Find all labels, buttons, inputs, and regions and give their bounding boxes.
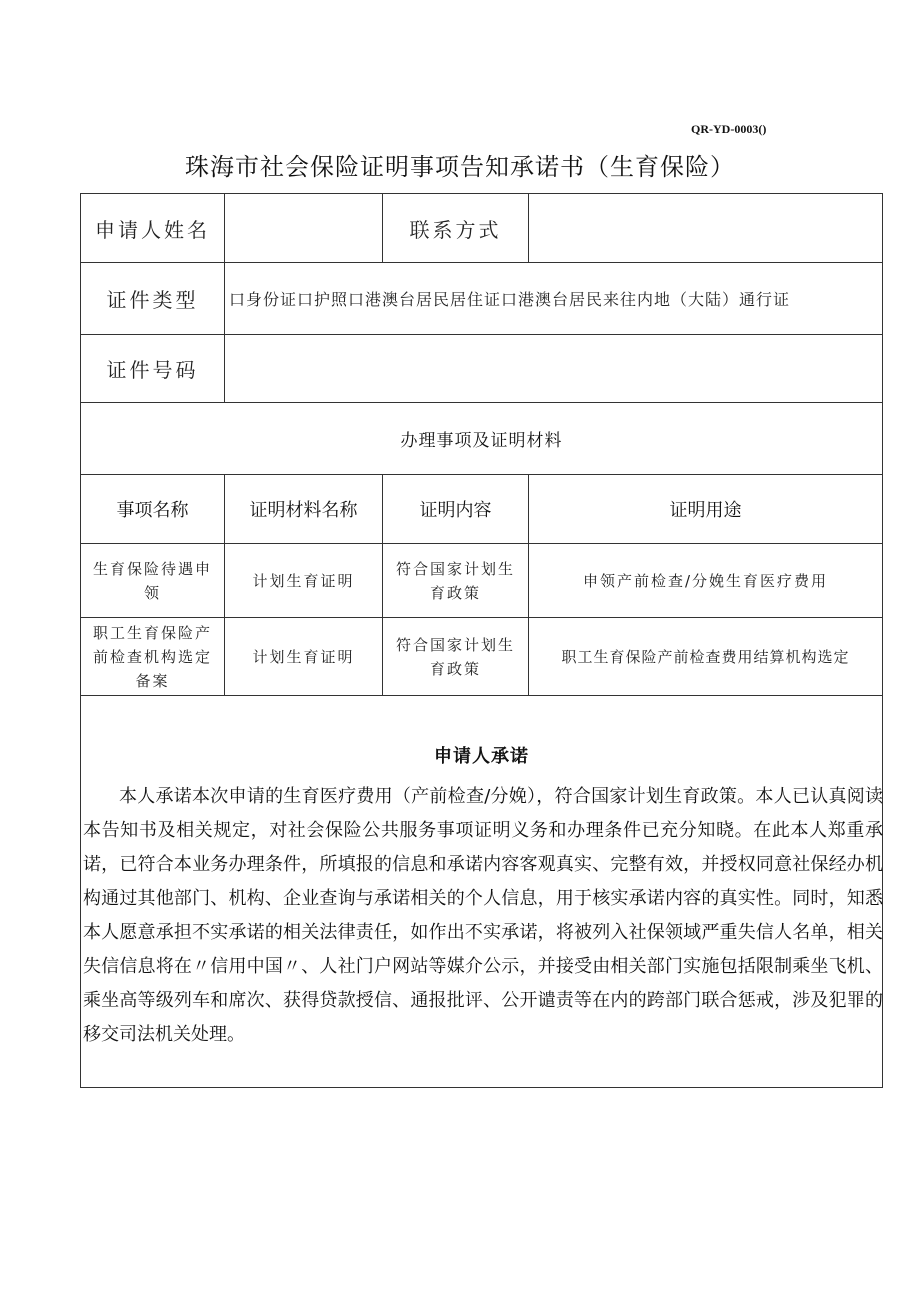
proof-content-cell: 符合国家计划生育政策 (383, 544, 529, 618)
pledge-title: 申请人承诺 (434, 746, 529, 767)
applicant-name-label: 申请人姓名 (81, 194, 225, 263)
proof-purpose-cell: 职工生育保险产前检查费用结算机构选定 (529, 618, 883, 696)
header-material-name: 证明材料名称 (225, 475, 383, 544)
applicant-name-row (81, 194, 883, 263)
header-proof-content: 证明内容 (383, 475, 529, 544)
matters-header-row (81, 475, 883, 544)
id-type-label: 证件类型 (81, 263, 225, 335)
id-type-row (81, 263, 883, 335)
header-proof-purpose: 证明用途 (529, 475, 883, 544)
document-code: QR-YD-0003() (691, 122, 767, 136)
matter-name-cell: 职工生育保险产前检查机构选定备案 (81, 618, 225, 696)
document-title: 珠海市社会保险证明事项告知承诺书（生育保险） (185, 153, 735, 181)
matters-section-title: 办理事项及证明材料 (81, 403, 883, 475)
matter-name-cell: 生育保险待遇申领 (81, 544, 225, 618)
material-name-cell: 计划生育证明 (225, 544, 383, 618)
pledge-row (81, 696, 883, 1088)
pledge-body: 本人承诺本次申请的生育医疗费用（产前检查/分娩），符合国家计划生育政策。本人已认真阅读本告知书及相关规定，对社会保险公共服务事项证明义务和办理条件已充分知晓。在此本人郑重承诺，已符合本业务办理条件，所填报的信息和承诺内容客观真实、完整有效，并授权同意社保经办机构通过其他部门、机构、企业查询与承诺相关的个人信息，用于核实承诺内容的真实性。同时，知悉本人愿意承担不实承诺的相关法律责任，如作出不实承诺，将被列入社保领域严重失信人名单，相关失信信息将在〃信用中国〃、人社门户网站等媒介公示，并接受由相关部门实施包括限制乘坐飞机、乘坐高等级列车和席次、获得贷款授信、通报批评、公开谴责等在内的跨部门联合惩戒，涉及犯罪的移交司法机关处理。 (83, 786, 883, 1045)
matters-section-row (81, 403, 883, 475)
commitment-form-table (80, 193, 883, 1088)
id-number-label: 证件号码 (81, 335, 225, 403)
header-matter-name: 事项名称 (81, 475, 225, 544)
id-type-options[interactable]: 口身份证口护照口港澳台居民居住证口港澳台居民来往内地（大陆）通行证 (225, 263, 883, 335)
id-number-row (81, 335, 883, 403)
proof-purpose-cell: 申领产前检查/分娩生育医疗费用 (529, 544, 883, 618)
applicant-name-field[interactable] (225, 194, 383, 263)
table-row (81, 618, 883, 696)
table-row (81, 544, 883, 618)
contact-field[interactable] (529, 194, 883, 263)
pledge-section (81, 696, 883, 1088)
id-number-field[interactable] (225, 335, 883, 403)
proof-content-cell: 符合国家计划生育政策 (383, 618, 529, 696)
contact-label: 联系方式 (383, 194, 529, 263)
material-name-cell: 计划生育证明 (225, 618, 383, 696)
